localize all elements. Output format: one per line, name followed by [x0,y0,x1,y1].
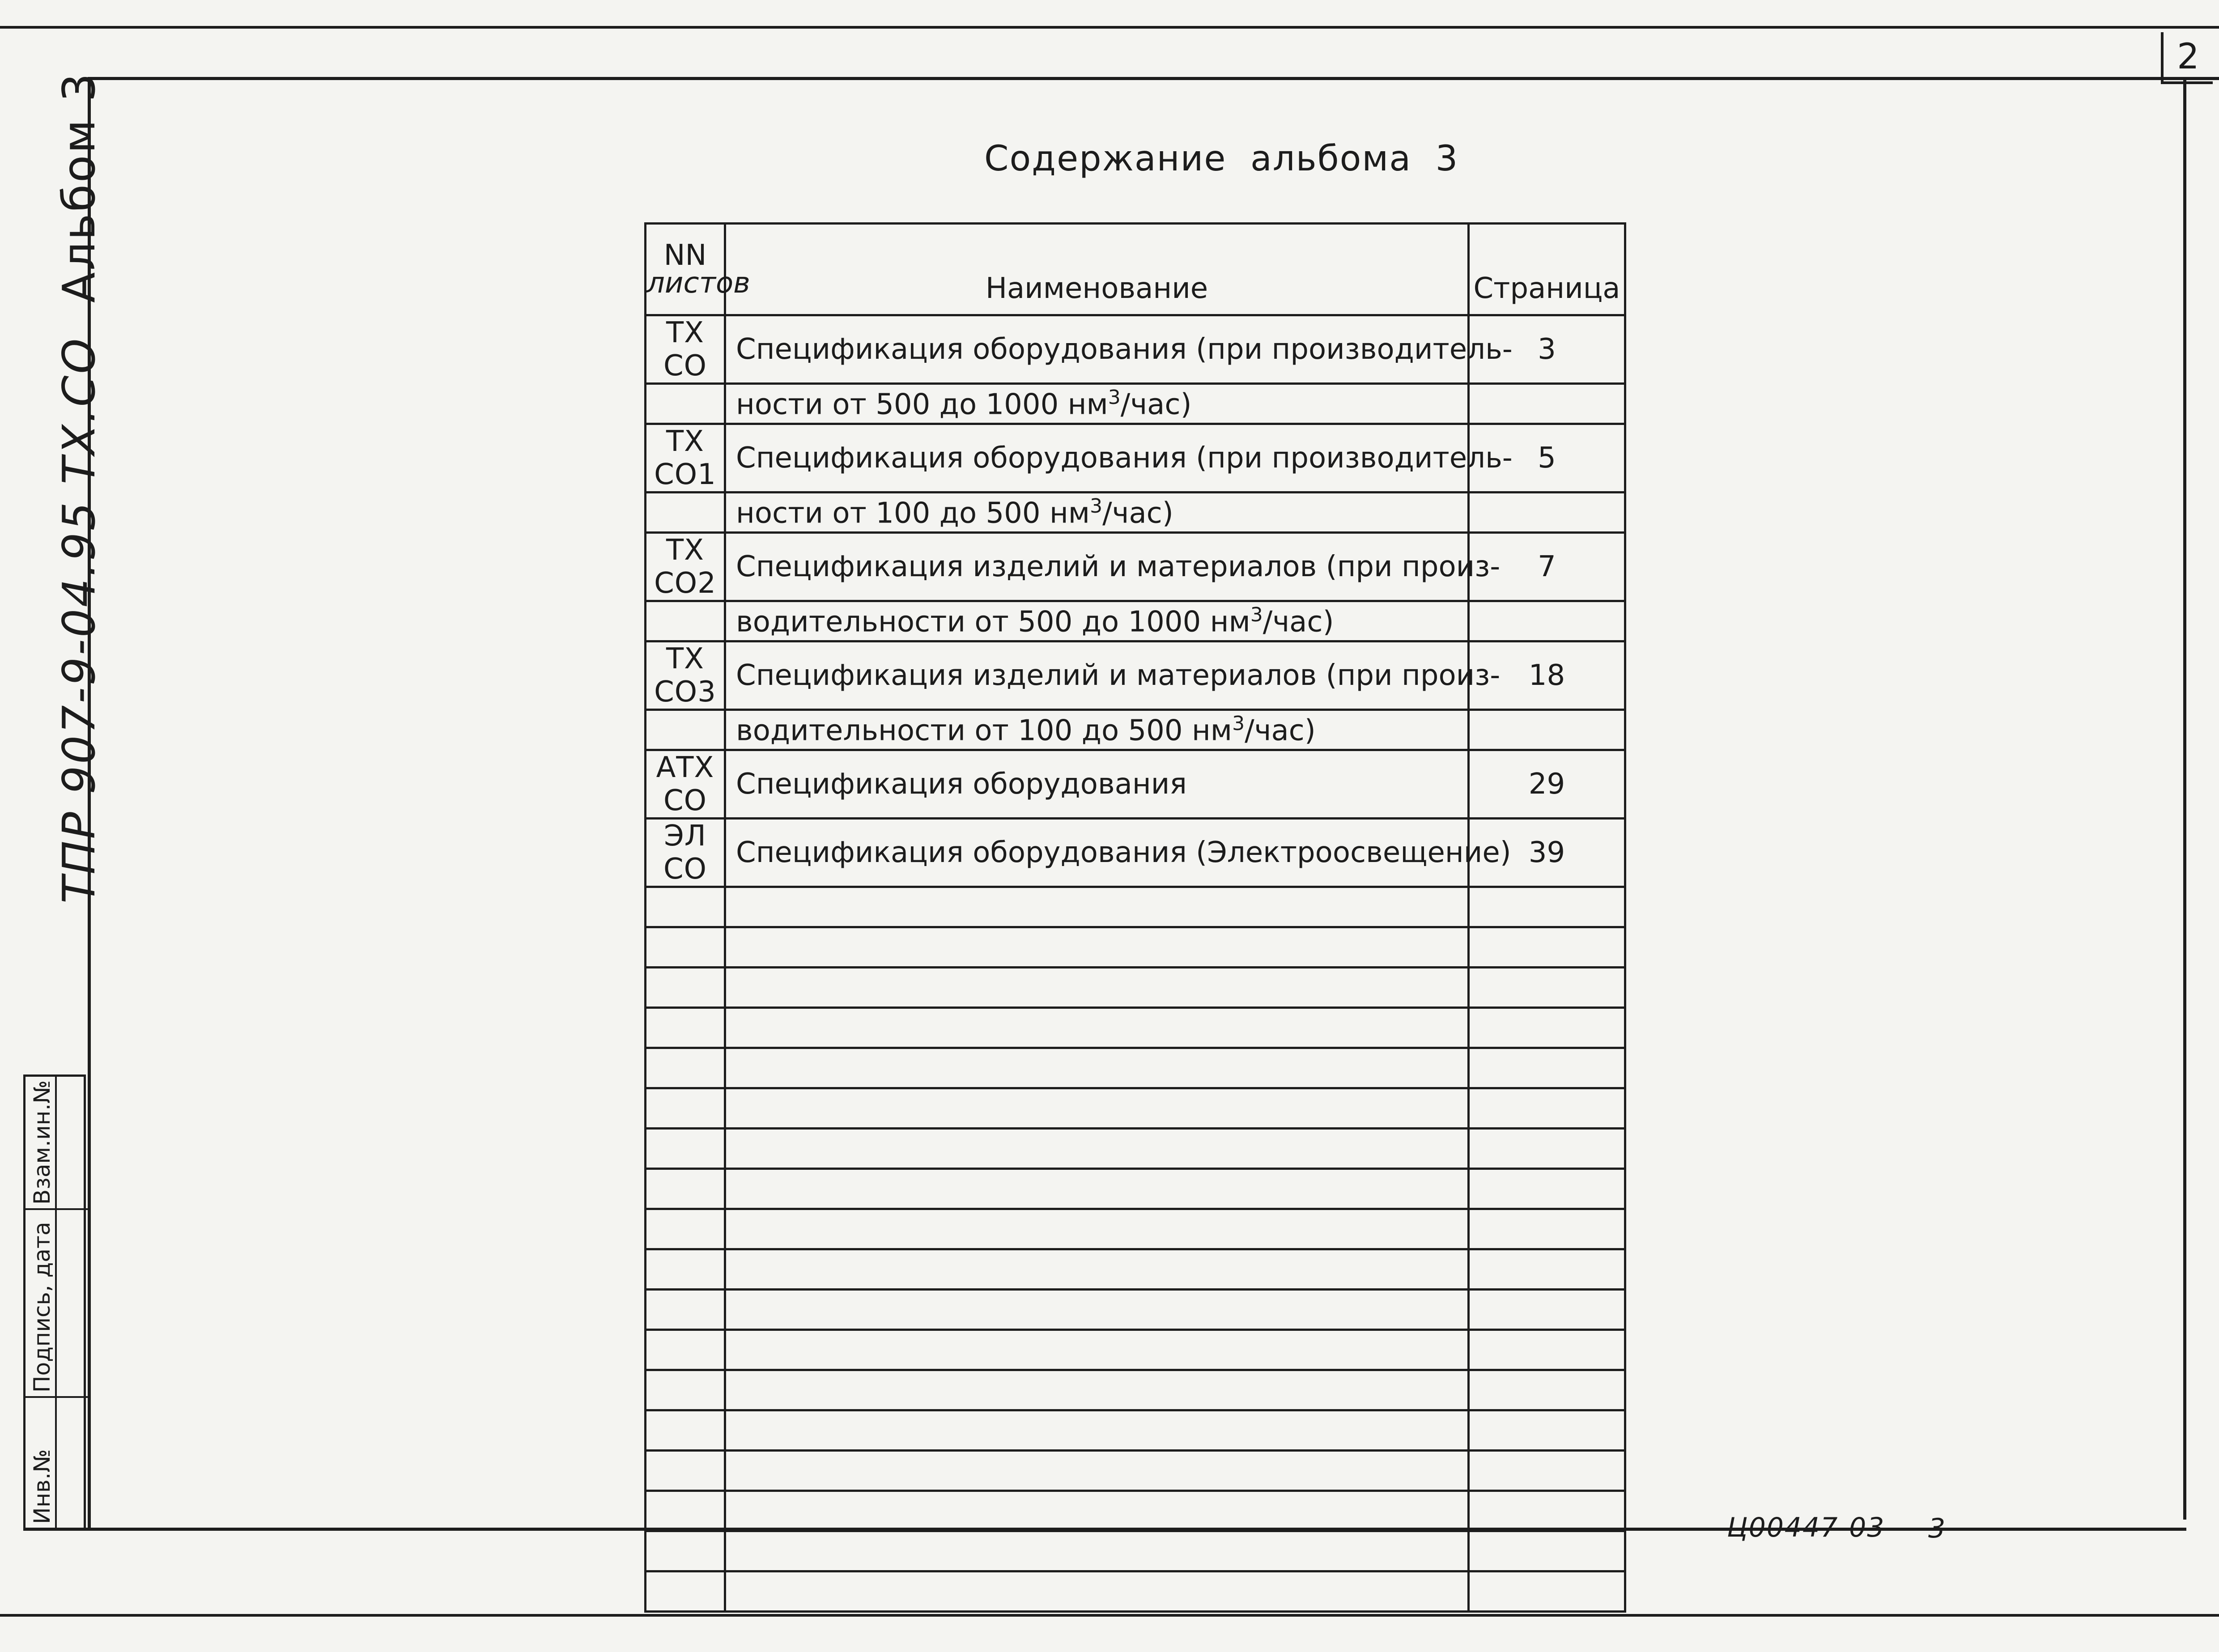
header-sheet-nn: NN [663,239,707,272]
name-cell [725,493,1469,533]
name-text: ности от 100 до 500 нм [736,497,1090,530]
empty-cell [725,1008,1469,1048]
table-row [646,750,1625,819]
name-cell [725,819,1511,887]
table-header-row [646,224,1625,315]
sheet-cell [646,493,725,533]
empty-cell [1469,1048,1625,1088]
table-row-empty [646,1491,1625,1531]
empty-cell [1469,927,1625,968]
empty-cell [646,1008,725,1048]
page-cell [1469,493,1625,533]
table-row-empty [646,887,1625,927]
empty-cell [646,1410,725,1451]
empty-cell [646,1571,725,1612]
empty-cell [725,968,1469,1008]
unit-superscript: 3 [1232,712,1245,735]
page-cell: 3 [1469,315,1625,384]
table-row-empty [646,968,1625,1008]
name-text: Спецификация оборудования (при производитель- [736,442,1513,475]
page-cell [1469,601,1625,641]
empty-cell [646,1249,725,1290]
sheet-number: 2 [2161,32,2213,84]
sheet-cell: АТХ СО [646,750,725,819]
name-text: ности от 500 до 1000 нм [736,388,1108,421]
sheet-cell: ТХ СО [646,315,725,384]
empty-cell [1469,1491,1625,1531]
name-cell [725,750,1469,819]
name-text: Спецификация оборудования (при производитель- [736,333,1513,366]
unit-tail: /час) [1120,388,1192,421]
empty-cell [1469,1410,1625,1451]
page-cell: 7 [1469,533,1625,601]
empty-cell [646,968,725,1008]
page-cell: 39 [1469,819,1625,887]
empty-cell [725,1531,1469,1571]
empty-cell [725,1088,1469,1129]
name-cell [725,601,1469,641]
empty-cell [1469,1290,1625,1330]
unit-tail: /час) [1263,605,1334,639]
empty-cell [646,927,725,968]
name-text: Спецификация изделий и материалов (при произ- [736,659,1501,692]
header-name: Наименование [725,224,1469,315]
sheet-cell: ТХ СО1 [646,424,725,493]
page-bottom-line [0,1614,2219,1617]
empty-cell [725,1410,1469,1451]
page-cell [1469,710,1625,750]
empty-cell [725,887,1469,927]
approval-stamp [23,1074,86,1530]
table-row [646,533,1625,601]
table-row [646,493,1625,533]
table-row-empty [646,1169,1625,1209]
page-cell: 29 [1469,750,1625,819]
table-row [646,641,1625,710]
table-row-empty [646,1290,1625,1330]
name-text: Спецификация оборудования (Электроосвещение) [736,836,1511,869]
empty-cell [725,1370,1469,1410]
stamp-label-replacement: Взам.ин.№ [29,1080,55,1205]
empty-cell [725,1491,1469,1531]
empty-cell [1469,1531,1625,1571]
empty-cell [1469,1370,1625,1410]
unit-superscript: 3 [1250,603,1263,627]
empty-cell [725,1330,1469,1370]
empty-cell [646,1451,725,1491]
empty-cell [725,1249,1469,1290]
frame-top-line [89,77,2219,80]
table-row-empty [646,1330,1625,1370]
frame-right-line [2183,77,2186,1520]
page-cell: 18 [1469,641,1625,710]
empty-cell [725,1571,1469,1612]
empty-cell [646,1330,725,1370]
page-cell: 5 [1469,424,1625,493]
name-cell [725,384,1469,424]
empty-cell [1469,1129,1625,1169]
empty-cell [646,1531,725,1571]
empty-cell [646,1048,725,1088]
empty-cell [646,1209,725,1249]
unit-tail: /час) [1245,714,1316,747]
sheet-cell [646,710,725,750]
empty-cell [725,1290,1469,1330]
empty-cell [1469,1088,1625,1129]
album-label: Альбом 3 [53,72,105,303]
empty-cell [646,887,725,927]
table-row [646,384,1625,424]
unit-superscript: 3 [1090,495,1103,518]
empty-cell [1469,887,1625,927]
empty-cell [725,1169,1469,1209]
header-page: Страница [1469,224,1625,315]
table-row-empty [646,1209,1625,1249]
table-row-empty [646,1451,1625,1491]
document-code: ТПР 907-9-04.95 ТХ.СО [53,336,105,904]
stamp-cell-inventory [26,1398,88,1528]
table-row-empty [646,1531,1625,1571]
empty-cell [646,1169,725,1209]
footer-code: Ц00447-03 [1727,1512,1885,1543]
empty-cell [725,1129,1469,1169]
contents-table [644,222,1626,1613]
table-row [646,315,1625,384]
table-row-empty [646,1370,1625,1410]
table-row [646,424,1625,493]
empty-cell [1469,1008,1625,1048]
name-cell [725,710,1469,750]
name-text: водительности от 100 до 500 нм [736,714,1233,747]
empty-cell [646,1370,725,1410]
header-sheet-number [646,224,750,315]
empty-cell [1469,968,1625,1008]
page-title: Содержание альбома 3 [984,139,1459,179]
stamp-label-signature: Подпись, дата [29,1222,55,1393]
table-row [646,601,1625,641]
footer-page: 3 [1928,1513,1946,1544]
empty-cell [646,1290,725,1330]
empty-cell [646,1129,725,1169]
empty-cell [725,927,1469,968]
stamp-label-inventory: Инв.№ [29,1449,55,1524]
name-text: водительности от 500 до 1000 нм [736,605,1250,639]
table-row-empty [646,1048,1625,1088]
sheet-cell: ТХ СО3 [646,641,725,710]
table-body [646,315,1625,1612]
empty-cell [646,1088,725,1129]
name-cell [725,424,1513,493]
table-row-empty [646,927,1625,968]
document-code-vertical [53,72,105,904]
empty-cell [1469,1249,1625,1290]
name-text: Спецификация изделий и материалов (при произ- [736,550,1501,583]
empty-cell [1469,1330,1625,1370]
sheet-cell [646,384,725,424]
empty-cell [646,1491,725,1531]
table-row-empty [646,1008,1625,1048]
table-row-empty [646,1088,1625,1129]
header-sheet-sheets: листов [646,267,750,300]
stamp-cell-replacement [26,1077,88,1210]
stamp-cell-signature [26,1210,88,1398]
table-row-empty [646,1410,1625,1451]
sheet-cell: ТХ СО2 [646,533,725,601]
empty-cell [725,1209,1469,1249]
table-row [646,819,1625,887]
table-row [646,710,1625,750]
empty-cell [1469,1571,1625,1612]
sheet-cell: ЭЛ СО [646,819,725,887]
empty-cell [725,1451,1469,1491]
table-row-empty [646,1129,1625,1169]
name-cell [725,641,1501,710]
empty-cell [725,1048,1469,1088]
empty-cell [1469,1451,1625,1491]
page-cell [1469,384,1625,424]
unit-superscript: 3 [1108,386,1121,409]
name-text: Спецификация оборудования [736,768,1187,801]
table-row-empty [646,1571,1625,1612]
top-border-line [0,26,2219,29]
empty-cell [1469,1209,1625,1249]
sheet-cell [646,601,725,641]
unit-tail: /час) [1102,497,1173,530]
empty-cell [1469,1169,1625,1209]
name-cell [725,315,1513,384]
table-row-empty [646,1249,1625,1290]
name-cell [725,533,1501,601]
